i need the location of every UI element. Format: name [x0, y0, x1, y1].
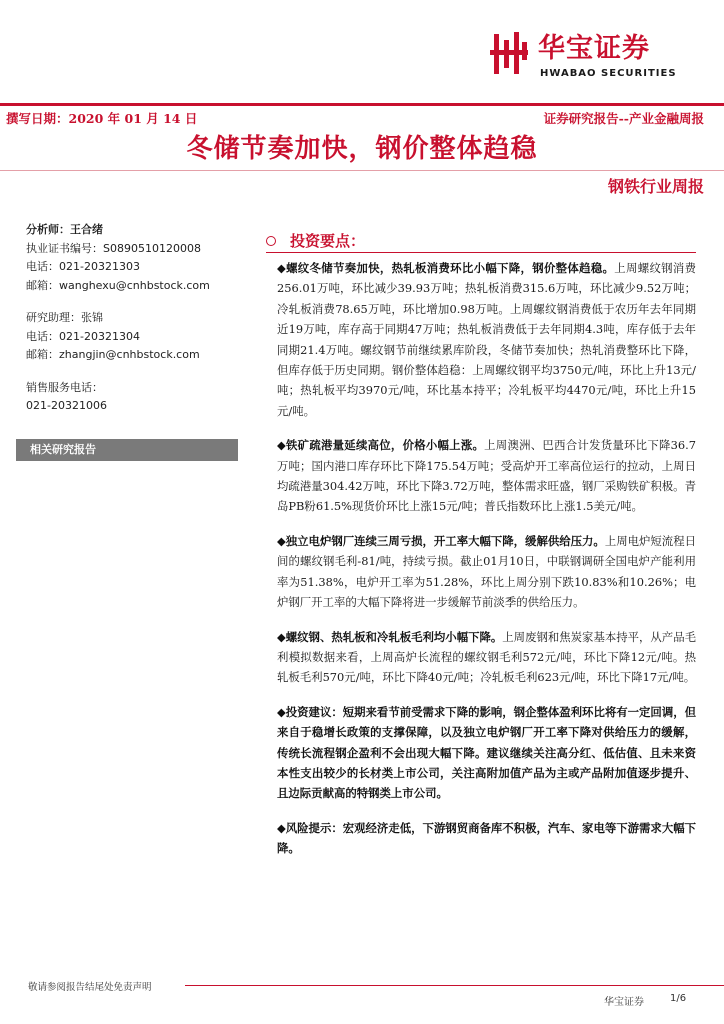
key-point-body: 上周电炉短流程日间的螺纹钢毛利-81/吨，持续亏损。截止01月10日，中联钢调研全国电炉产能利用率为51.38%，电炉开工率为51.28%，环比上周分别下跌10.83%和10.26%；电炉钢厂开工率的大幅下降将进一步缓解节前淡季的供给压力。 — [277, 533, 696, 610]
analyst-email[interactable]: 邮箱：wanghexu@cnhbstock.com — [26, 278, 210, 292]
key-points-list — [277, 258, 696, 873]
key-point-head: ◆铁矿疏港量延续高位，价格小幅上涨。 — [277, 438, 485, 453]
header-banner — [0, 103, 724, 128]
sales-label: 销售服务电话： — [26, 380, 103, 394]
assistant-phone: 电话：021-20321304 — [26, 329, 140, 343]
footer-divider — [185, 985, 724, 986]
key-point-risk-warning — [277, 818, 696, 859]
key-point-body: 上周澳洲、巴西合计发货量环比下降36.7万吨；国内港口库存环比下降175.54万吨；受高炉开工率高位运行的拉动，上周日均疏港量304.42万吨，环比下降3.72万吨，整体需求旺盛，钢厂采购铁矿积极。青岛PB粉61.5%现货价环比上涨15元/吨；普氏指数环比上涨1.5美元/吨。 — [277, 438, 696, 514]
assistant-name: 研究助理：张锦 — [26, 311, 103, 324]
title-divider — [0, 170, 724, 171]
key-point — [277, 435, 696, 517]
page-title: 冬储节奏加快，钢价整体趋稳 — [186, 134, 538, 164]
analyst-cert: 执业证书编号：S0890510120008 — [26, 241, 201, 255]
key-point-body: 上周螺纹钢消费256.01万吨，环比减少39.93万吨；热轧板消费315.6万吨，环比减少9.52万吨；冷轧板消费78.65万吨，环比增加0.98万吨。上周螺纹钢消费低于农历年去年同期近19万吨，库存高于同期47万吨；热轧板消费低于去年同期4.3吨，库存低于去年同期21.4万吨。螺纹钢节前继续累库阶段，冬储节奏加快；热轧消费整环比下降，但库存低于历史同期。钢价整体趋稳：上周螺纹钢平均3750元/吨，环比上升13元/吨；热轧板平均3970元/吨，环比基本持平；冷轧板平均4470元/吨，环比上升15元/吨。 — [277, 261, 696, 418]
footer-brand: 华宝证券 — [604, 997, 644, 1008]
page-number: 1/6 — [670, 993, 687, 1004]
report-date: 撰写日期：2020 年 01 月 14 日 — [6, 111, 198, 126]
analyst-phone: 电话：021-20321303 — [26, 260, 140, 273]
contact-panel — [26, 221, 241, 416]
key-points-title: 投资要点： — [290, 232, 366, 250]
industry-label: 钢铁行业周报 — [607, 177, 704, 196]
key-point — [277, 531, 696, 613]
key-point-head: ◆独立电炉钢厂连续三周亏损，开工率大幅下降，缓解供给压力。 — [277, 533, 605, 548]
sales-phone: 021-20321006 — [26, 399, 107, 412]
company-logo — [488, 30, 718, 90]
disclaimer-note: 敬请参阅报告结尾处免责声明 — [28, 982, 152, 993]
analyst-name: 分析师：王合绪 — [26, 223, 103, 236]
assistant-email[interactable]: 邮箱：zhangjin@cnhbstock.com — [26, 348, 200, 361]
key-point — [277, 258, 696, 421]
key-point-investment-advice — [277, 702, 696, 804]
logo-name-en: HWABAO SECURITIES — [540, 68, 677, 79]
related-reports-header: 相关研究报告 — [16, 439, 238, 461]
logo-name-cn: 华宝证券 — [538, 33, 650, 64]
hwabao-logo-icon — [488, 30, 532, 76]
key-point-head: ◆螺纹冬储节奏加快，热轧板消费环比小幅下降，钢价整体趋稳。 — [277, 261, 615, 275]
key-points-divider — [266, 252, 696, 253]
key-point — [277, 627, 696, 688]
bullet-circle-icon — [266, 236, 276, 246]
report-type: 证券研究报告--产业金融周报 — [543, 111, 704, 126]
key-point-body: 上周废钢和焦炭家基本持平，从产品毛利模拟数据来看，上周高炉长流程的螺纹钢毛利572元/吨，环比下降12元/吨。热轧板毛利570元/吨，环比下降40元/吨；冷轧板毛利623元/吨，环比下降17元/吨。 — [277, 629, 696, 685]
key-point-head: ◆螺纹钢、热轧板和冷轧板毛利均小幅下降。 — [277, 629, 503, 644]
key-point-head: ◆投资建议：短期来看节前受需求下降的影响，钢企整体盈利环比将有一定回调，但来自于稳增长政策的支撑保障，以及独立电炉钢厂开工率下降对供给压力的缓解，传统长流程钢企盈利不会出现大幅下降。建议继续关注高分红、低估值、且未来资本性支出较少的长材类上市公司，关注高附加值产品为主或产品附加值逐步提升、且边际贡献高的特钢类上市公司。 — [277, 704, 696, 801]
key-point-head: ◆风险提示：宏观经济走低，下游钢贸商备库不积极，汽车、家电等下游需求大幅下降。 — [277, 820, 696, 856]
key-points-header — [266, 230, 696, 254]
